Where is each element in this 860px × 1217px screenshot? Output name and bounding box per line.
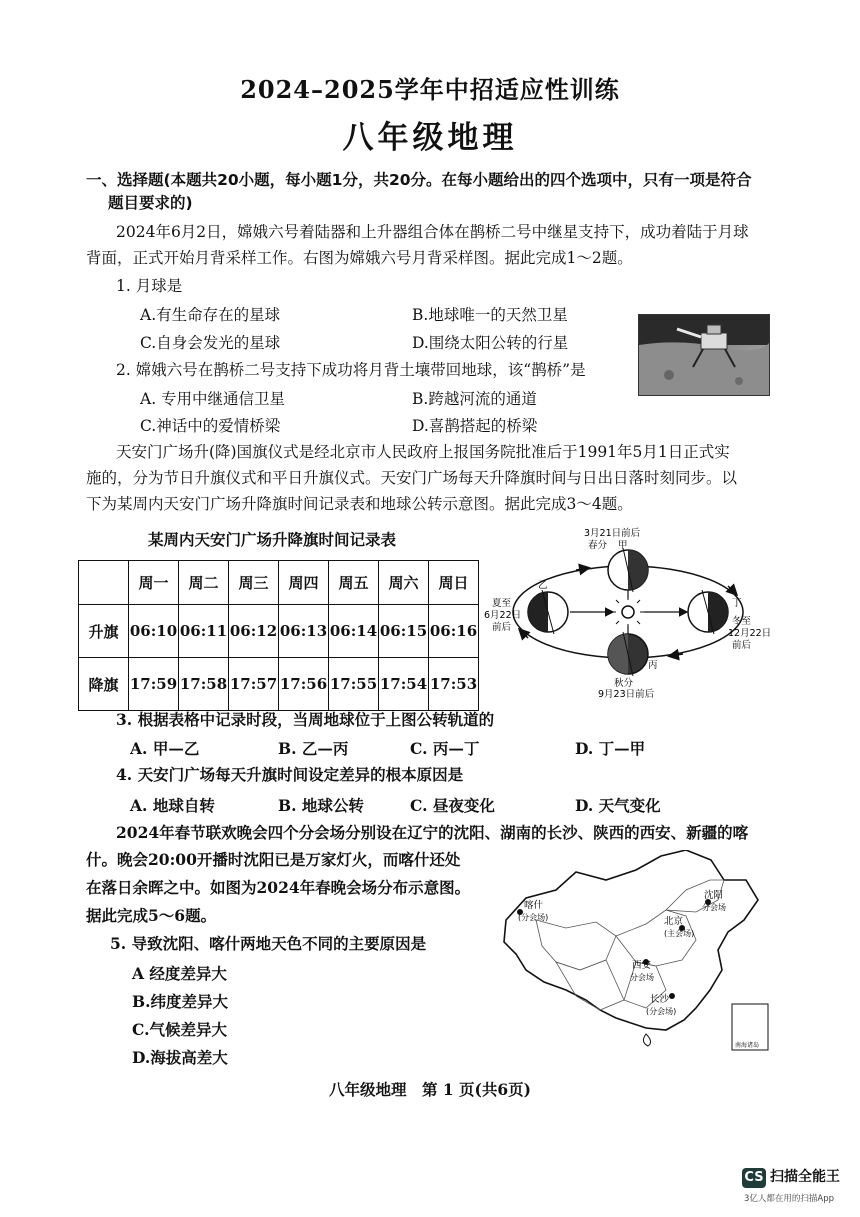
time-cell: 17:59 xyxy=(129,658,179,711)
q3-stem: 3. 根据表格中记录时段，当周地球位于上图公转轨道的 xyxy=(116,710,495,729)
time-cell: 06:10 xyxy=(129,605,179,658)
q1-option-d: D.围绕太阳公转的行星 xyxy=(412,334,569,352)
q5-option-b: B.纬度差异大 xyxy=(132,992,228,1011)
q3-option-d: D. 丁—甲 xyxy=(575,739,646,758)
earth-icon-right xyxy=(688,590,728,634)
time-cell: 06:11 xyxy=(179,605,229,658)
earth-icon-bottom xyxy=(608,632,648,676)
passage3-line1: 2024年春节联欢晚会四个分会场分别设在辽宁的沈阳、湖南的长沙、陕西的西安、新疆的喀 xyxy=(116,823,749,842)
q5-option-c: C.气候差异大 xyxy=(132,1020,227,1039)
lander-icon xyxy=(639,315,769,395)
china-outline xyxy=(504,850,758,1030)
q5-option-d: D.海拔高差大 xyxy=(132,1048,228,1067)
q5-option-a: A 经度差异大 xyxy=(132,964,227,983)
earth-orbit-diagram xyxy=(478,526,778,700)
lunar-sampling-photo xyxy=(638,314,770,396)
time-cell: 17:54 xyxy=(379,658,429,711)
table-header-row xyxy=(79,561,479,605)
q1-stem: 1. 月球是 xyxy=(116,277,183,295)
time-cell: 17:53 xyxy=(429,658,479,711)
label-ding: 丁 xyxy=(732,598,742,609)
passage1-line2: 背面，正式开始月背采样工作。右图为嫦娥六号月背采样图。据此完成1～2题。 xyxy=(86,249,633,267)
label-winter-solstice: 冬至 xyxy=(732,616,752,627)
passage3-line3: 在落日余晖之中。如图为2024年春晚会场分布示意图。 xyxy=(86,878,471,897)
passage1-line1: 2024年6月2日，嫦娥六号着陆器和上升器组合体在鹊桥二号中继星支持下，成功着陆于月球 xyxy=(116,223,749,241)
xian-label: 西安 xyxy=(632,960,652,971)
section-heading-line1: 一、选择题(本题共20小题，每小题1分，共20分。在每小题给出的四个选项中，只有一项是符合 xyxy=(86,171,752,189)
time-cell: 06:13 xyxy=(279,605,329,658)
watermark-brand: 扫描全能王 xyxy=(770,1169,840,1185)
day-cell: 周三 xyxy=(229,561,279,605)
table-corner-cell xyxy=(79,561,129,605)
q5-stem: 5. 导致沈阳、喀什两地天色不同的主要原因是 xyxy=(110,934,427,953)
passage2-line2: 施的，分为节日升旗仪式和平日升旗仪式。天安门广场每天升降旗时间与日出日落时刻同步。以 xyxy=(86,469,738,487)
time-cell: 06:14 xyxy=(329,605,379,658)
day-cell: 周五 xyxy=(329,561,379,605)
day-cell: 周一 xyxy=(129,561,179,605)
day-cell: 周二 xyxy=(179,561,229,605)
changsha-marker xyxy=(669,993,675,999)
label-march: 3月21日前后 xyxy=(584,528,641,539)
label-december: 12月22日 xyxy=(728,628,772,639)
time-cell: 06:12 xyxy=(229,605,279,658)
passage3-line2: 什。晚会20:00开播时沈阳已是万家灯火，而喀什还处 xyxy=(86,850,461,869)
table-row xyxy=(79,658,479,711)
subject-title: 八年级地理 xyxy=(342,120,518,156)
shenyang-sub: 分会场 xyxy=(702,903,726,912)
label-yi: 乙 xyxy=(538,580,548,591)
q2-option-c: C.神话中的爱情桥梁 xyxy=(140,417,281,435)
china-map xyxy=(496,850,776,1060)
q2-stem: 2. 嫦娥六号在鹊桥二号支持下成功将月背土壤带回地球，该“鹊桥”是 xyxy=(116,361,586,379)
changsha-label: 长沙 xyxy=(650,994,670,1005)
time-cell: 06:16 xyxy=(429,605,479,658)
kashgar-sub: (分会场) xyxy=(518,913,549,922)
q2-option-b: B.跨越河流的通道 xyxy=(412,390,537,408)
camscanner-logo-icon: CS xyxy=(742,1168,766,1188)
inset-label: 南海诸岛 xyxy=(735,1042,760,1049)
q4-stem: 4. 天安门广场每天升旗时间设定差异的根本原因是 xyxy=(116,765,464,784)
row-label: 升旗 xyxy=(79,605,129,658)
label-bing: 丙 xyxy=(648,660,658,671)
time-cell: 17:57 xyxy=(229,658,279,711)
q1-option-a: A.有生命存在的星球 xyxy=(140,306,281,324)
shenyang-label: 沈阳 xyxy=(704,890,724,901)
watermark-tagline: 3亿人都在用的扫描App xyxy=(744,1194,835,1204)
q3-option-b: B. 乙—丙 xyxy=(278,739,349,758)
passage3-line4: 据此完成5～6题。 xyxy=(86,906,217,925)
kashgar-label: 喀什 xyxy=(524,900,544,911)
day-cell: 周四 xyxy=(279,561,329,605)
label-jia: 甲 xyxy=(618,540,628,551)
earth-icon-top xyxy=(608,548,648,592)
q4-option-a: A. 地球自转 xyxy=(130,796,215,815)
flag-time-table xyxy=(78,560,479,711)
label-autumn-equinox: 秋分 xyxy=(614,678,634,689)
day-cell: 周日 xyxy=(429,561,479,605)
q2-option-d: D.喜鹊搭起的桥梁 xyxy=(412,417,538,435)
time-cell: 17:58 xyxy=(179,658,229,711)
label-right-approx: 前后 xyxy=(732,640,752,651)
q3-option-c: C. 丙—丁 xyxy=(410,739,480,758)
page-footer: 八年级地理 第 1 页(共6页) xyxy=(328,1080,532,1099)
time-cell: 06:15 xyxy=(379,605,429,658)
label-summer-solstice: 夏至 xyxy=(492,598,512,609)
beijing-label: 北京 xyxy=(664,916,684,927)
q4-option-b: B. 地球公转 xyxy=(278,796,364,815)
passage2-line3: 下为某周内天安门广场升降旗时间记录表和地球公转示意图。据此完成3～4题。 xyxy=(86,495,633,513)
q2-option-a: A. 专用中继通信卫星 xyxy=(140,390,286,408)
q4-option-c: C. 昼夜变化 xyxy=(410,796,495,815)
q3-option-a: A. 甲—乙 xyxy=(130,739,200,758)
label-spring-equinox: 春分 xyxy=(588,540,608,551)
label-left-approx: 前后 xyxy=(492,622,512,633)
q1-option-c: C.自身会发光的星球 xyxy=(140,334,281,352)
q1-option-b: B.地球唯一的天然卫星 xyxy=(412,306,568,324)
xian-sub: 分会场 xyxy=(630,973,654,982)
table-caption: 某周内天安门广场升降旗时间记录表 xyxy=(148,530,397,549)
sun-icon xyxy=(612,596,644,628)
row-label: 降旗 xyxy=(79,658,129,711)
changsha-sub: (分会场) xyxy=(646,1007,677,1016)
passage2-line1: 天安门广场升(降)国旗仪式是经北京市人民政府上报国务院批准后于1991年5月1日正式实 xyxy=(116,443,730,461)
section-heading-line2: 题目要求的) xyxy=(108,194,193,212)
time-cell: 17:56 xyxy=(279,658,329,711)
label-june: 6月22日 xyxy=(484,610,522,621)
q4-option-d: D. 天气变化 xyxy=(575,796,661,815)
beijing-sub: (主会场) xyxy=(664,929,695,938)
time-cell: 17:55 xyxy=(329,658,379,711)
table-row xyxy=(79,605,479,658)
label-september: 9月23日前后 xyxy=(598,689,655,700)
day-cell: 周六 xyxy=(379,561,429,605)
earth-icon-left xyxy=(528,590,568,634)
exam-title: 2024–2025学年中招适应性训练 xyxy=(240,75,620,104)
